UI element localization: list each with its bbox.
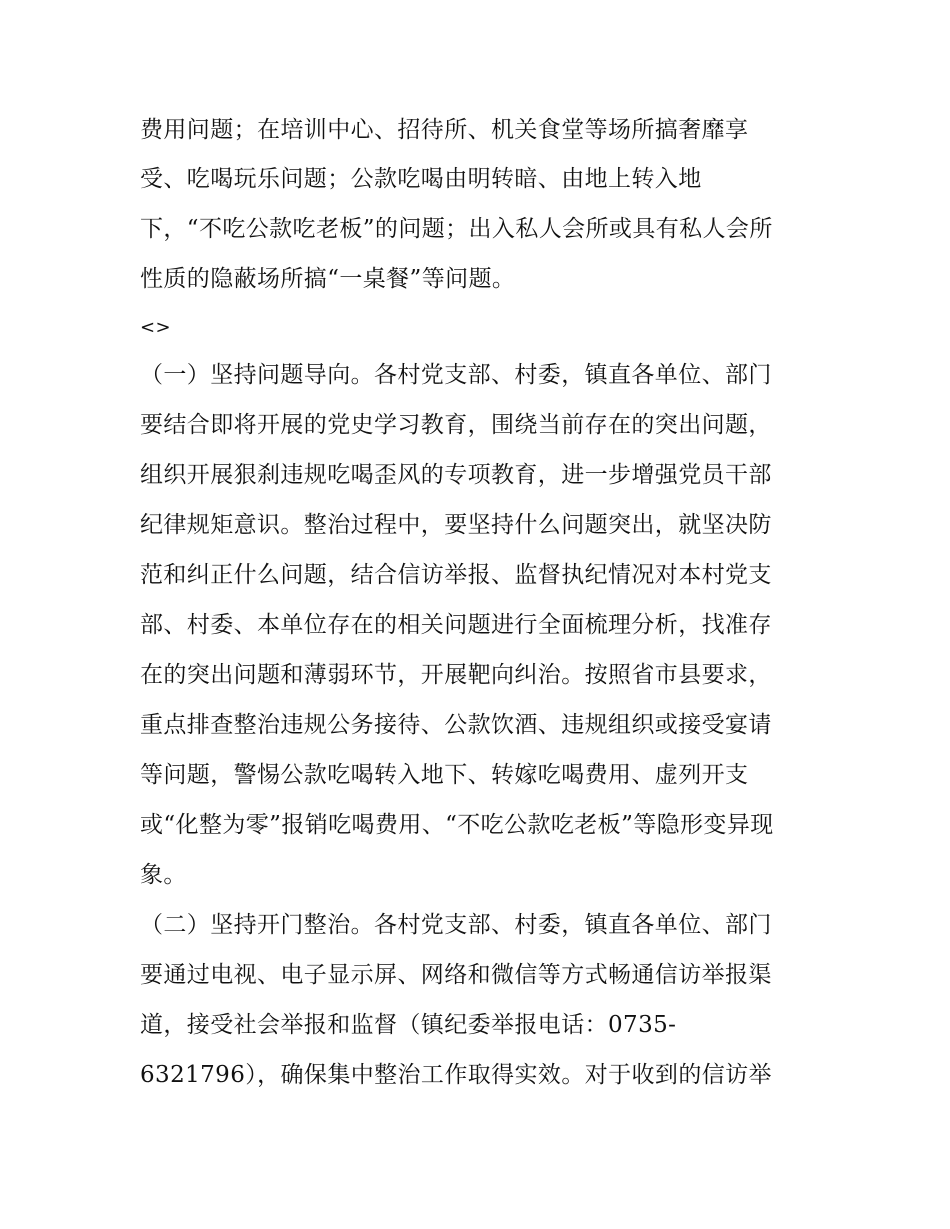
section-marker: <> bbox=[140, 317, 171, 338]
text-line: 受、吃喝玩乐问题；公款吃喝由明转暗、由地上转入地 bbox=[140, 166, 702, 192]
text-line: （二）坚持开门整治。各村党支部、村委，镇直各单位、部门 bbox=[140, 912, 772, 938]
text-line: 要结合即将开展的党史学习教育，围绕当前存在的突出问题， bbox=[140, 412, 772, 438]
text-line: 在的突出问题和薄弱环节，开展靶向纠治。按照省市县要求， bbox=[140, 662, 772, 688]
text-line: 要通过电视、电子显示屏、网络和微信等方式畅通信访举报渠 bbox=[140, 962, 772, 988]
text-line: 组织开展狠刹违规吃喝歪风的专项教育，进一步增强党员干部 bbox=[140, 462, 772, 488]
text-line: 道，接受社会举报和监督（镇纪委举报电话：0735- bbox=[140, 1012, 677, 1038]
text-line: 下，“不吃公款吃老板”的问题；出入私人会所或具有私人会所 bbox=[140, 216, 773, 242]
text-line: 费用问题；在培训中心、招待所、机关食堂等场所搞奢靡享 bbox=[140, 117, 749, 143]
text-line: 或“化整为零”报销吃喝费用、“不吃公款吃老板”等隐形变异现 bbox=[140, 812, 774, 838]
text-line: 等问题，警惕公款吃喝转入地下、转嫁吃喝费用、虚列开支 bbox=[140, 762, 749, 788]
text-line: （一）坚持问题导向。各村党支部、村委，镇直各单位、部门 bbox=[140, 362, 772, 388]
text-line: 象。 bbox=[140, 862, 187, 888]
text-line: 6321796），确保集中整治工作取得实效。对于收到的信访举 bbox=[140, 1062, 772, 1088]
text-line: 纪律规矩意识。整治过程中，要坚持什么问题突出，就坚决防 bbox=[140, 512, 772, 538]
text-line: 重点排查整治违规公务接待、公款饮酒、违规组织或接受宴请 bbox=[140, 712, 772, 738]
text-line: 范和纠正什么问题，结合信访举报、监督执纪情况对本村党支 bbox=[140, 562, 772, 588]
text-line: 性质的隐蔽场所搞“一桌餐”等问题。 bbox=[140, 266, 516, 292]
text-line: 部、村委、本单位存在的相关问题进行全面梳理分析，找准存 bbox=[140, 612, 772, 638]
